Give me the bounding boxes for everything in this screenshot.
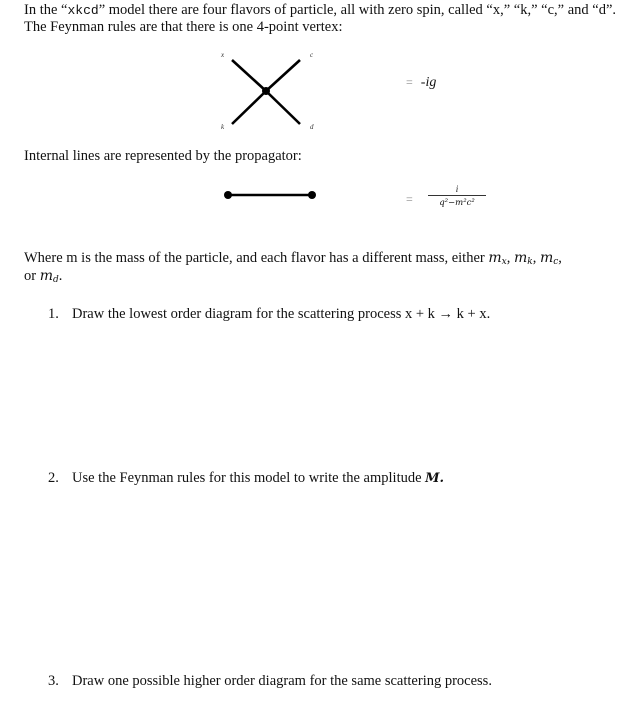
question-text: Draw one possible higher order diagram for the same scattering process.	[72, 673, 492, 689]
amplitude-symbol: M.	[425, 471, 445, 486]
vertex-leg-k	[232, 91, 266, 124]
question-number: 1.	[48, 306, 59, 322]
propagator-fraction	[428, 184, 486, 208]
propagator-numerator: i	[455, 184, 459, 194]
intro-prefix: In the “	[24, 2, 68, 18]
vertex-label-k: k	[221, 123, 225, 131]
question-1	[48, 306, 490, 323]
intro-line-2: The Feynman rules are that there is one 4-point vertex:	[24, 19, 343, 35]
vertex-leg-d	[266, 91, 300, 124]
vertex-leg-x	[232, 60, 266, 91]
vertex-value: -ig	[420, 75, 437, 90]
mass-note-line-2: or $m_d$.	[24, 268, 63, 285]
question-text: Use the Feynman rules for this model to write the amplitude	[72, 470, 426, 486]
vertex-leg-c	[266, 60, 300, 91]
vertex-label-c: c	[310, 51, 314, 59]
mass-note-text: Where m is the mass of the particle, and each flavor has a different mass, either	[24, 250, 489, 266]
propagator-right-dot	[308, 191, 316, 199]
propagator-description: Internal lines are represented by the propagator:	[24, 148, 302, 164]
scattering-process: x + k → k + x.	[404, 306, 491, 322]
vertex-label-x: x	[221, 51, 225, 59]
vertex-equation	[406, 75, 436, 91]
question-2	[48, 470, 444, 487]
intro-line-1	[24, 2, 616, 19]
question-3	[48, 673, 492, 690]
vertex-label-d: d	[310, 123, 314, 131]
propagator-left-dot	[224, 191, 232, 199]
mass-mc: $m_c$	[539, 250, 559, 267]
mass-mx: $m_x$	[488, 250, 507, 267]
propagator-denominator: q²−m²c²	[439, 198, 475, 208]
vertex-dot	[262, 87, 270, 95]
mass-mk: $m_k$	[513, 250, 533, 267]
vertex-diagram	[218, 50, 338, 140]
propagator-line	[220, 187, 320, 203]
mass-md: $m_d$	[39, 268, 59, 285]
question-number: 2.	[48, 470, 59, 486]
vertex-equals: =	[406, 75, 413, 89]
question-text: Draw the lowest order diagram for the scattering process	[72, 306, 405, 322]
model-name: xkcd	[67, 3, 99, 18]
intro-suffix: ” model there are four flavors of particle, all with zero spin, called “x,” “k,” “c,” and “d”.	[98, 2, 617, 18]
question-number: 3.	[48, 673, 59, 689]
mass-note-line-1: Where m is the mass of the particle, and each flavor has a different mass, either $m_x$, $m_k$, $m_c$,	[24, 250, 562, 267]
propagator-equals: =	[406, 192, 413, 206]
